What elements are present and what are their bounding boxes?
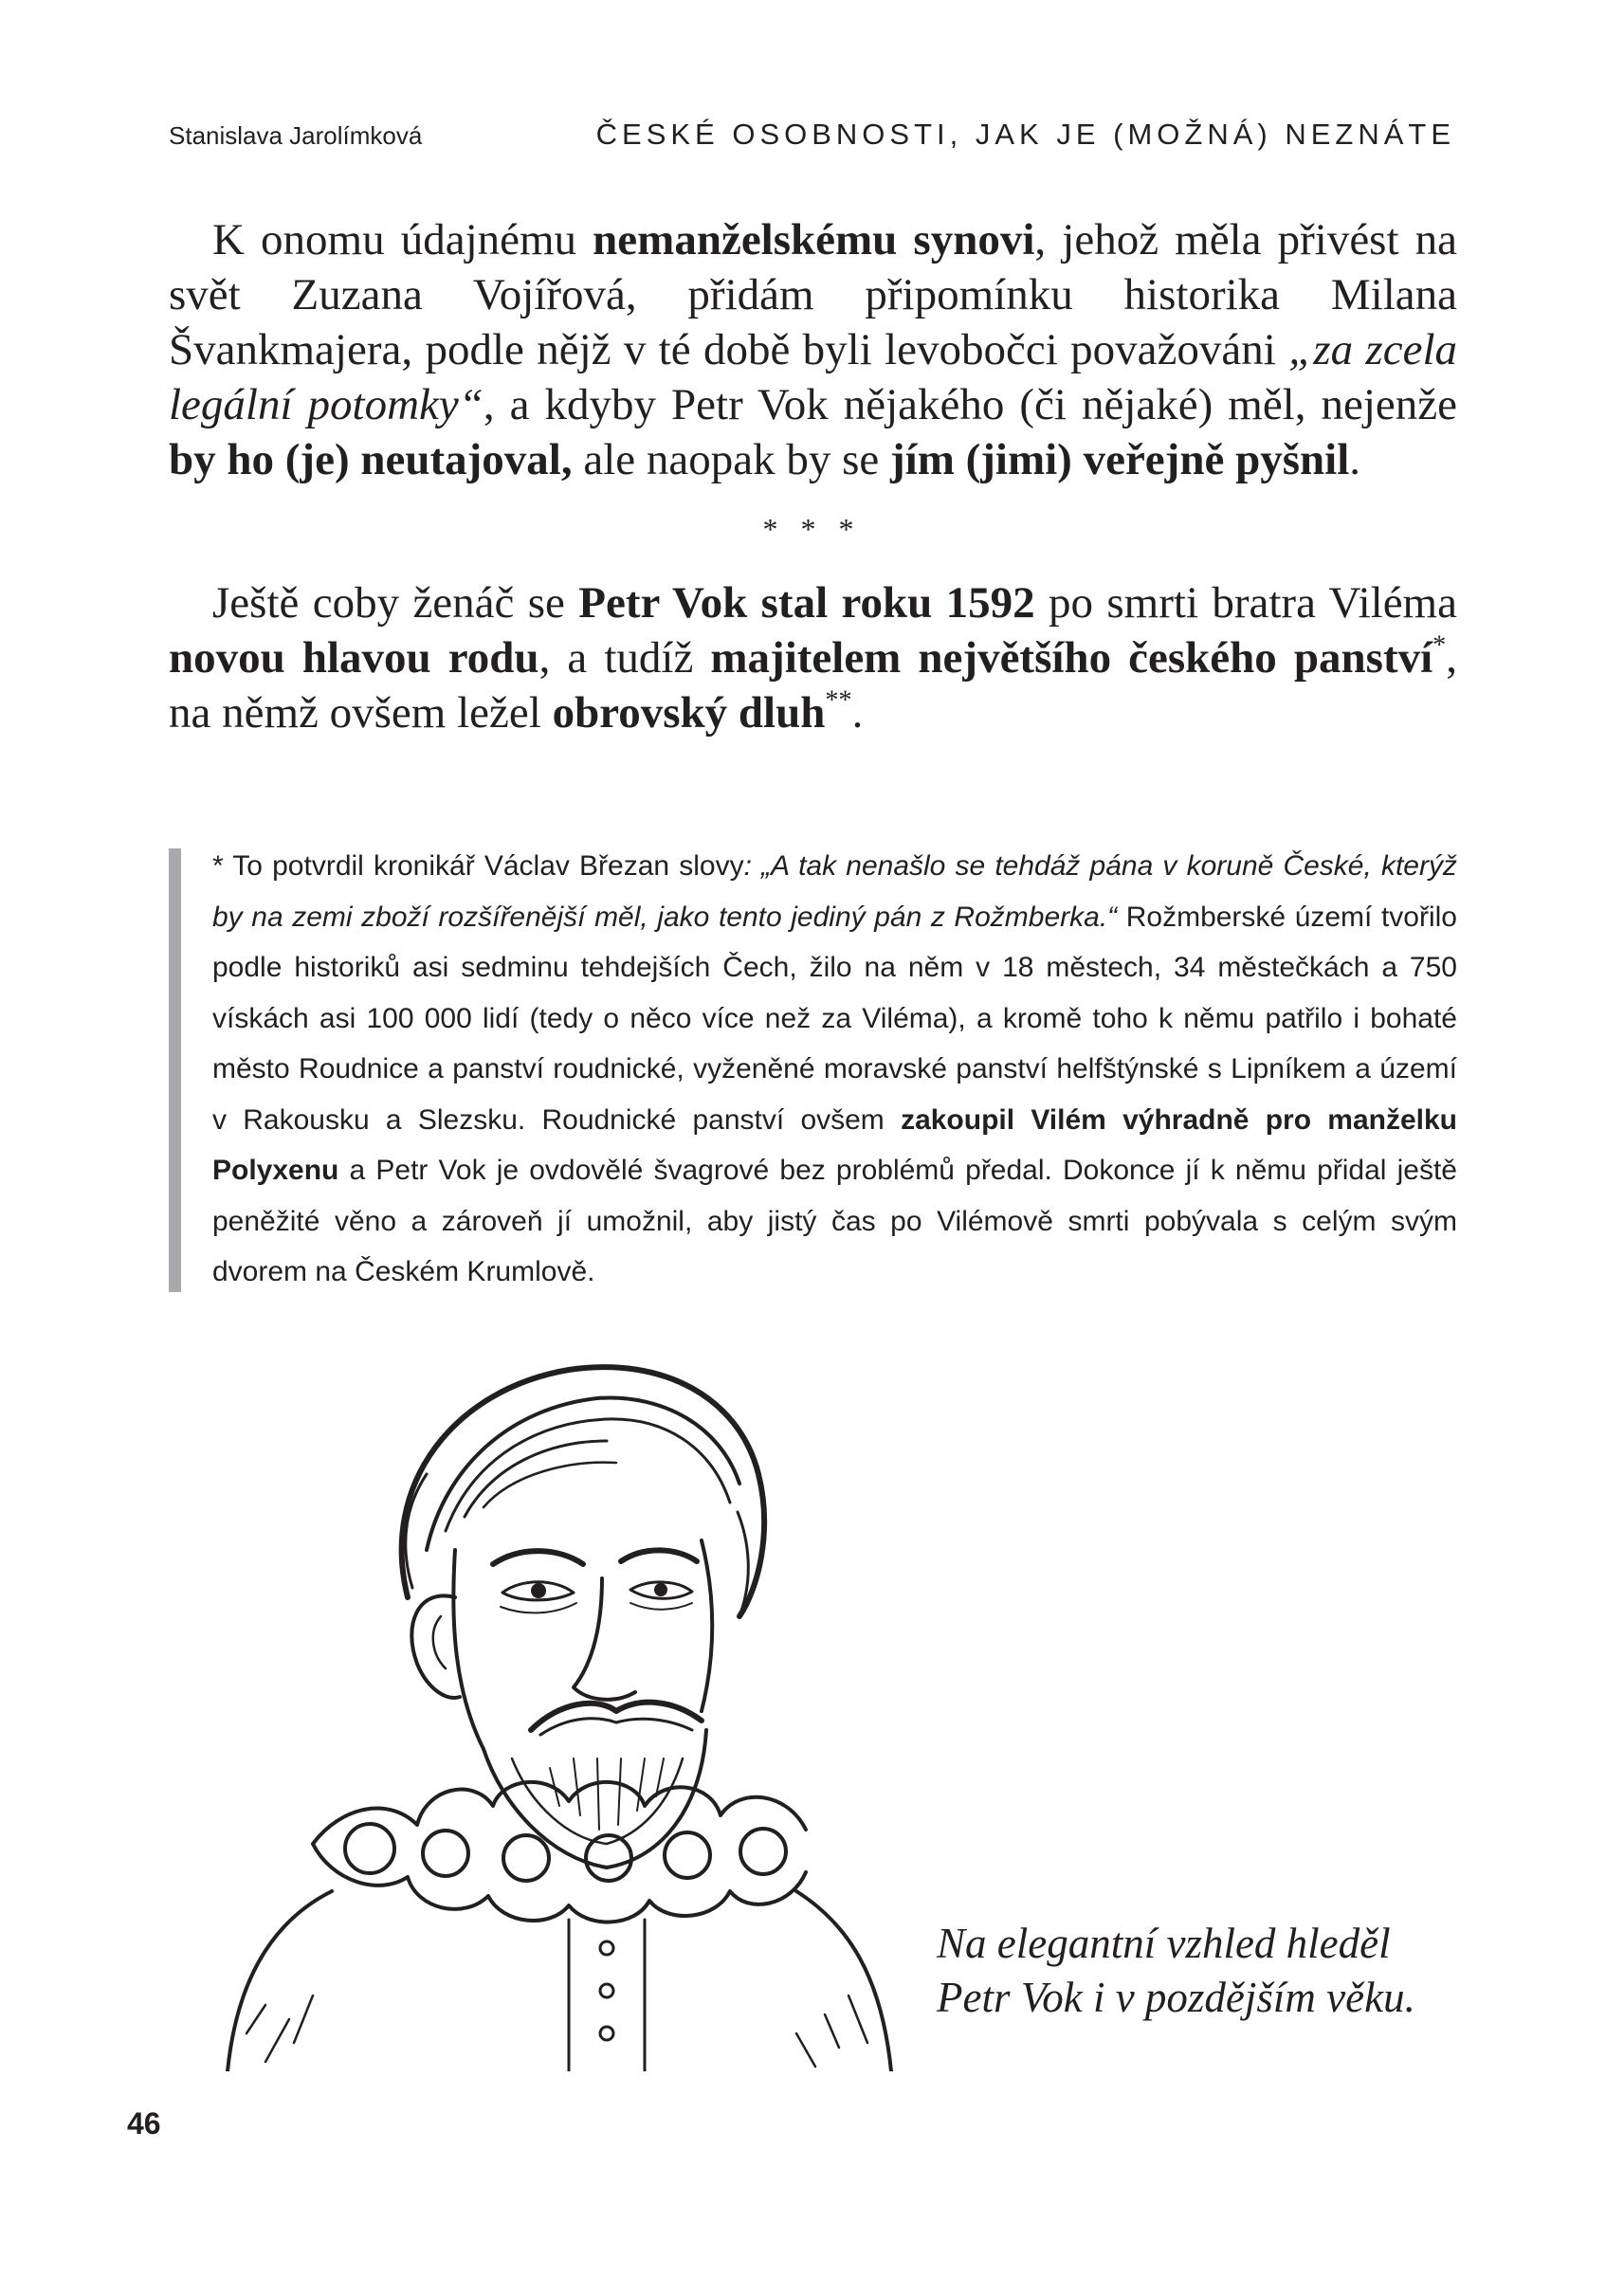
bold-phrase: obrovský dluh — [552, 688, 826, 738]
footnote-ref: * — [1432, 630, 1447, 661]
image-caption — [937, 1917, 1505, 2025]
bold-phrase: by ho (je) neutajoval, — [169, 435, 573, 484]
running-header-title: ČESKÉ OSOBNOSTI, JAK JE (MOŽNÁ) NEZNÁTE — [595, 118, 1455, 151]
beard — [484, 1730, 706, 1868]
caption-line-1: Na elegantní vzhled hleděl — [937, 1920, 1391, 1967]
bold-phrase: novou hlavou rodu — [169, 633, 539, 683]
section-separator: * * * — [762, 512, 862, 546]
bold-phrase: majitelem největšího českého panství — [710, 633, 1433, 683]
page-number: 46 — [127, 2106, 161, 2141]
paragraph-2: Ještě coby ženáč se Petr Vok stal roku 1592 po smrti bratra Viléma novou hlavou rodu, a tudíž majitelem největšího českého panství*, na němž ovšem ležel obrovský dluh**. — [169, 578, 1457, 738]
running-header-author: Stanislava Jarolímková — [169, 121, 423, 150]
paragraph-1: K onomu údajnému nemanželskému synovi, jehož měla přivést na svět Zuzana Vojířová, přidám připomínku historika Milana Švankmajera, podle nějž v té době byli levobočci považováni „za zcela legální potomky“, a kdyby Petr Vok nějakého (či nějaké) měl, nejenže by ho (je) neutajoval, ale naopak by se jím (jimi) veřejně pyšnil. — [169, 215, 1458, 484]
bold-phrase: Petr Vok stal roku 1592 — [578, 578, 1035, 628]
eyebrow-left — [493, 1551, 583, 1564]
bold-phrase: nemanželskému synovi — [593, 215, 1035, 264]
face-outline — [453, 1550, 484, 1749]
eyebrow-right — [621, 1550, 697, 1561]
portrait-illustration — [171, 1313, 948, 2071]
italic-quote: „za zcela legální potomky“ — [169, 325, 1458, 429]
footnote-ref: ** — [825, 685, 852, 716]
doublet — [228, 1891, 332, 2071]
bold-phrase: jím (jimi) veřejně pyšnil — [890, 435, 1350, 484]
nose — [574, 1578, 635, 1700]
footnote-side-bar — [169, 848, 181, 1292]
footnote-marker: * — [212, 850, 224, 882]
bold-phrase: zakoupil Vilém výhradně pro manželku Polyxenu — [212, 1103, 1458, 1186]
footnote: * To potvrdil kronikář Václav Březan slovy: „A tak nenašlo se tehdáž pána v koruně České, kterýž by na zemi zboží rozšířenější měl, jako tento jediný pán z Rožmberka.“ Rožmberské území tvořilo podle historiků asi sedminu tehdejších Čech, žilo na něm v 18 městech, 34 městečkách a 750 vískách asi 100 000 lidí (tedy o něco více než za Viléma), a kromě toho k němu patřilo i bohaté město Roudnice a panství roudnické, vyženěné moravské panství helfštýnské s Lipníkem a území v Rakousku a Slezsku. Roudnické panství ovšem zakoupil Vilém výhradně pro manželku Polyxenu a Petr Vok je ovdovělé švagrové bez problémů předal. Dokonce jí k němu přidal ještě peněžité věno a zároveň jí umožnil, aby jistý čas po Vilémově smrti pobývala s celým svým dvorem na Českém Krumlově. — [212, 850, 1458, 1287]
caption-line-2: Petr Vok i v pozdějším věku. — [937, 1974, 1415, 2021]
italic-quote: : „A tak nenašlo se tehdáž pána v koruně České, kterýž by na zemi zboží rozšířenější měl, jako tento jediný pán z Rožmberka.“ — [212, 850, 1457, 933]
